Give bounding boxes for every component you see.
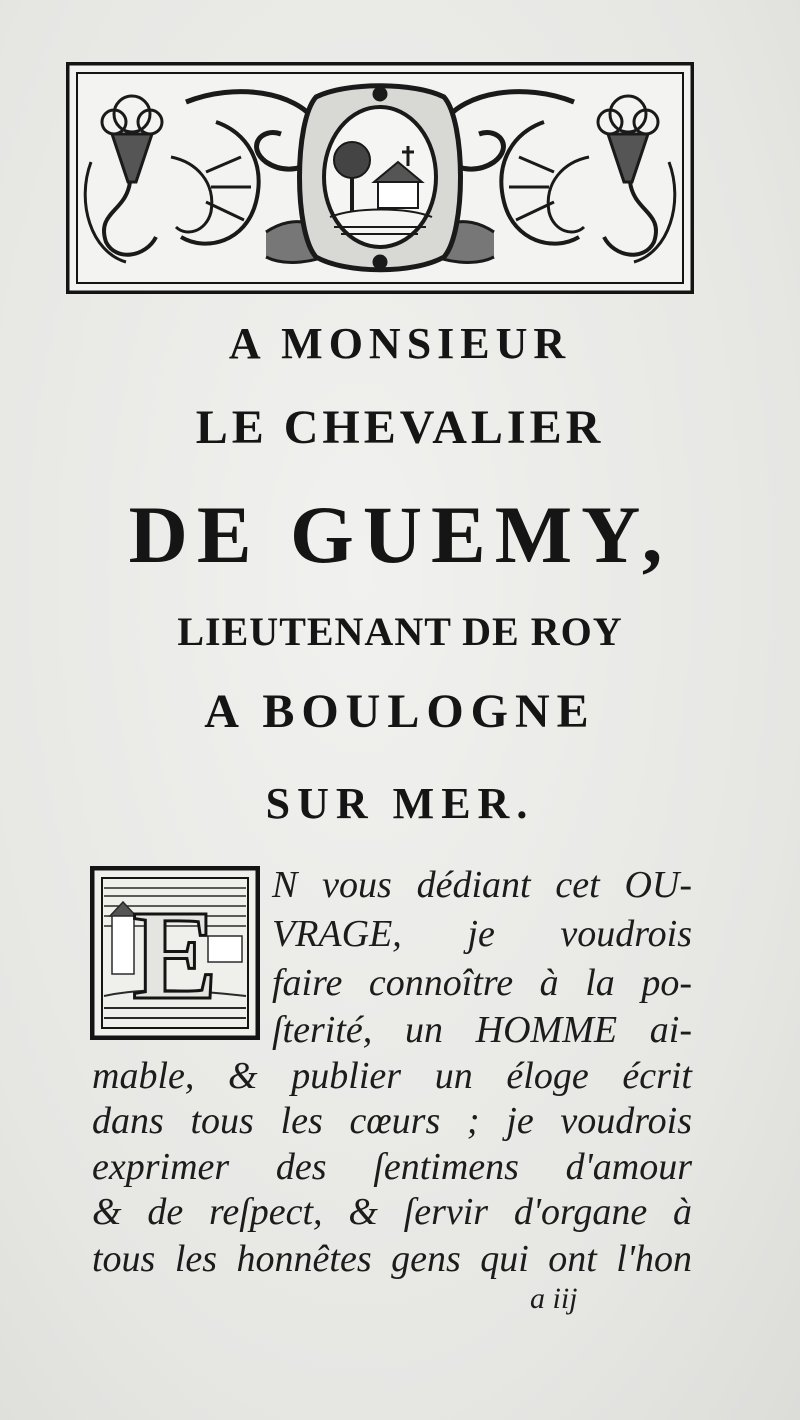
body-line-2: VRAGE, je voudrois xyxy=(272,913,692,955)
dedication-line-6: SUR MER. xyxy=(265,779,535,828)
ornamental-headpiece-icon xyxy=(66,62,694,294)
body-line-1: N vous dédiant cet OU- xyxy=(272,864,692,906)
body-line-9: tous les honnêtes gens qui ont l'hon xyxy=(92,1238,692,1280)
body-line-5: mable, & publier un éloge écrit xyxy=(92,1055,692,1097)
body-line-7: exprimer des ſentimens d'amour xyxy=(92,1146,692,1188)
dedication-name: DE GUEMY, xyxy=(128,489,672,580)
body-line-6: dans tous les cœurs ; je voudrois xyxy=(92,1100,692,1142)
body-line-3: faire connoître à la po- xyxy=(272,962,692,1004)
dedication-line-4: LIEUTENANT DE ROY xyxy=(177,609,623,654)
drop-cap-letter: E xyxy=(132,884,218,1026)
body-line-4: ſterité, un HOMME ai- xyxy=(272,1009,692,1051)
dedication-line-1: A MONSIEUR xyxy=(228,319,572,368)
decorated-initial-icon xyxy=(90,866,260,1040)
dedication-line-2: LE CHEVALIER xyxy=(195,401,605,454)
signature-mark: a iij xyxy=(530,1282,578,1315)
dedication-line-5: A BOULOGNE xyxy=(204,685,596,738)
body-line-8: & de reſpect, & ſervir d'organe à xyxy=(92,1191,692,1233)
